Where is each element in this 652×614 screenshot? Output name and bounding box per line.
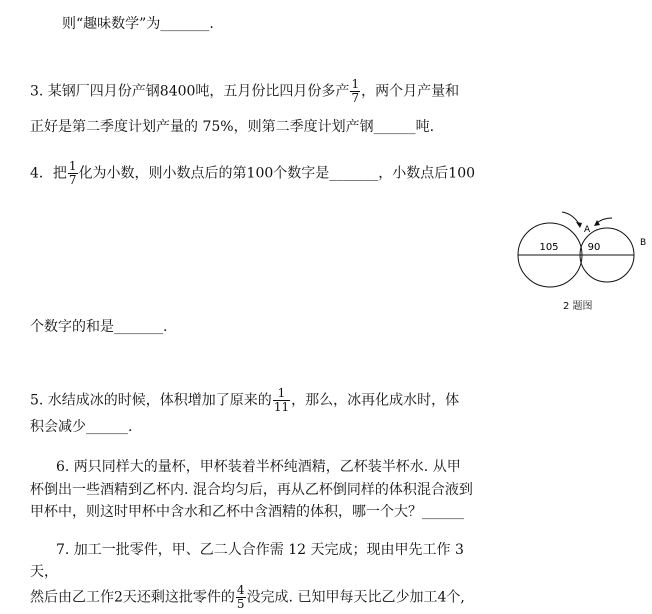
text: 然后由乙工作2天还剩这批零件的: [30, 589, 235, 606]
point-b-label: B: [640, 238, 647, 248]
text: ，那么，冰再化成水时，体: [291, 392, 460, 409]
text: 4．把: [30, 165, 67, 182]
problem-7-line-1: 7. 加工一批零件，甲、乙二人合作需 12 天完成；现由甲先工作 3: [56, 542, 464, 558]
fraction-numerator: 1: [68, 159, 77, 173]
left-circle-value: 105: [539, 242, 559, 253]
fraction: [273, 387, 290, 414]
right-circle-value: 90: [587, 242, 601, 253]
figure-caption: 2 题图: [563, 301, 593, 312]
problem-4-line-1: [30, 160, 475, 187]
fraction-numerator: 4: [236, 583, 245, 597]
problem-4-line-2: 个数字的和是_______.: [30, 319, 168, 335]
problem-6-line-3: 甲杯中，则这时甲杯中含水和乙杯中含酒精的体积，哪一个大？______: [30, 504, 464, 520]
text: 5. 水结成冰的时候，体积增加了原来的: [30, 392, 272, 409]
arrow-left-head: [576, 222, 582, 228]
text: ，两个月产量和: [361, 83, 460, 100]
fraction: [68, 160, 78, 187]
problem-6-line-2: 杯倒出一些酒精到乙杯内. 混合均匀后，再从乙杯倒同样的体积混合液到: [30, 482, 473, 498]
problem-6-line-1: 6. 两只同样大的量杯，甲杯装着半杯纯酒精，乙杯装半杯水. 从甲: [56, 459, 461, 475]
problem-7-line-2: 天，: [30, 564, 58, 580]
fraction-denominator: 5: [236, 597, 245, 611]
fraction-denominator: 7: [351, 91, 360, 105]
fraction-denominator: 11: [273, 400, 290, 414]
fraction-denominator: 7: [68, 173, 77, 187]
fraction: [350, 78, 360, 105]
text-line: 则“趣味数学”为_______.: [62, 16, 214, 32]
point-a-label: A: [584, 225, 591, 235]
text: 3. 某钢厂四月份产钢8400吨，五月份比四月份多产: [30, 83, 350, 100]
problem-5-line-2: 积会减少______.: [30, 419, 133, 435]
fraction: [236, 584, 246, 611]
problem-7-line-3: [30, 584, 465, 611]
text: 没完成. 已知甲每天比乙少加工4个,: [246, 589, 465, 606]
fraction-numerator: 1: [351, 77, 360, 91]
problem-5-line-1: [30, 387, 459, 414]
problem-3-line-1: [30, 78, 459, 105]
text: 化为小数，则小数点后的第100个数字是_______，小数点后100: [78, 165, 476, 182]
problem-3-line-2: 正好是第二季度计划产量的 75%，则第二季度计划产钢______吨.: [30, 119, 435, 135]
fraction-numerator: 1: [273, 387, 290, 401]
